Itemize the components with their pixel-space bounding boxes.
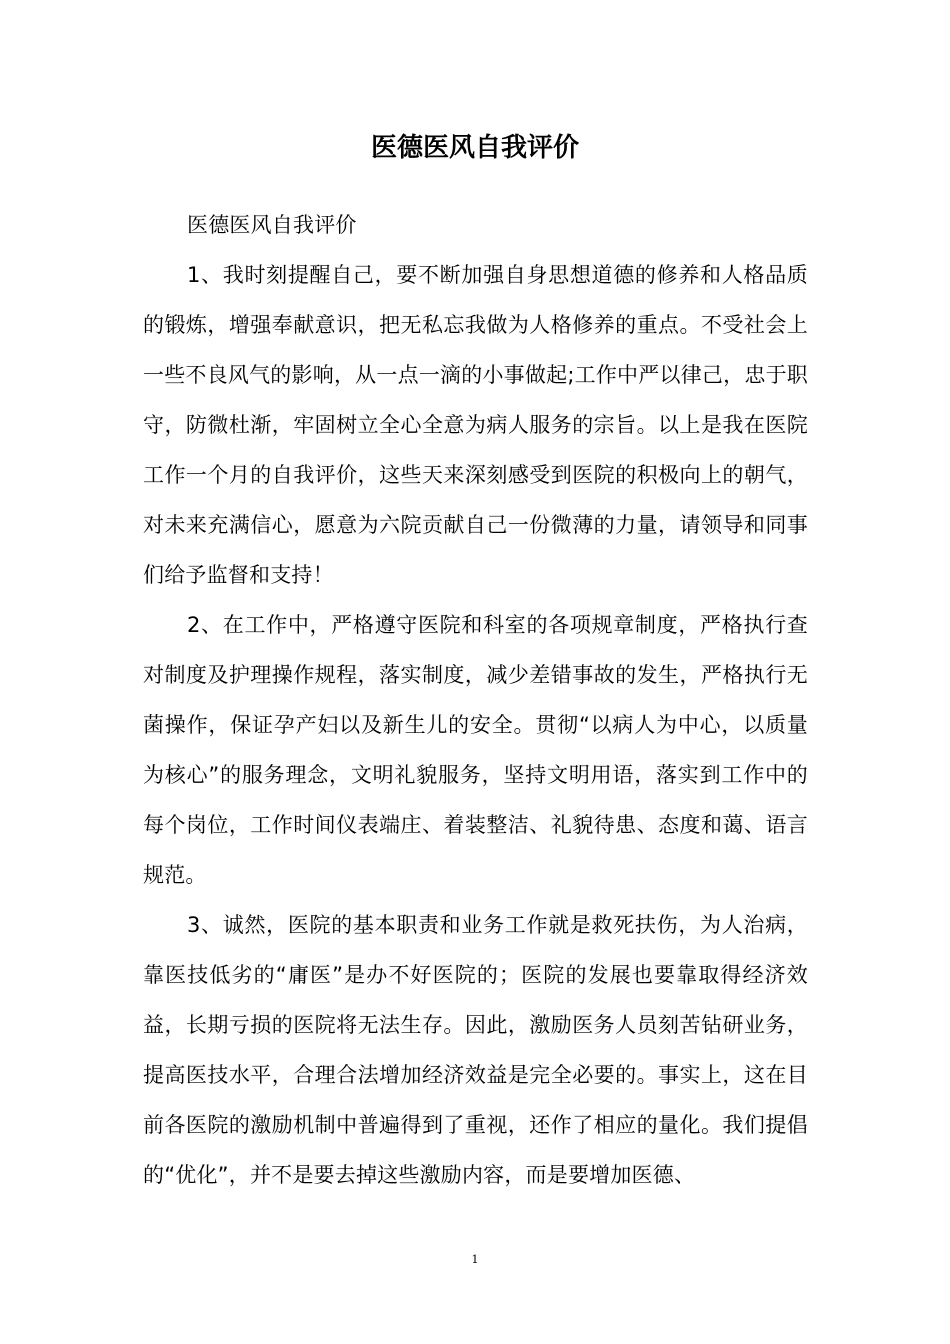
paragraph-2: 2、在工作中，严格遵守医院和科室的各项规章制度，严格执行查对制度及护理操作规程，落实制度，减少差错事故的发生，严格执行无菌操作，保证孕产妇以及新生儿的安全。贯彻“以病人为中心，以质量为核心”的服务理念，文明礼貌服务，坚持文明用语，落实到工作中的每个岗位，工作时间仪表端庄、着装整洁、礼貌待患、态度和蔼、语言规范。 xyxy=(143,613,808,887)
page-number: 1 xyxy=(471,1253,479,1266)
subtitle-paragraph: 医德医风自我评价 xyxy=(187,213,357,237)
document-body xyxy=(143,200,808,1200)
paragraph-3: 3、诚然，医院的基本职责和业务工作就是救死扶伤，为人治病，靠医技低劣的“庸医”是办不好医院的；医院的发展也要靠取得经济效益，长期亏损的医院将无法生存。因此，激励医务人员刻苦钻研业务，提高医技水平，合理合法增加经济效益是完全必要的。事实上，这在目前各医院的激励机制中普遍得到了重视，还作了相应的量化。我们提倡的“优化”，并不是要去掉这些激励内容，而是要增加医德、 xyxy=(143,913,808,1187)
document-title: 医德医风自我评价 xyxy=(370,133,579,163)
paragraph-1: 1、我时刻提醒自己，要不断加强自身思想道德的修养和人格品质的锻炼，增强奉献意识，把无私忘我做为人格修养的重点。不受社会上一些不良风气的影响，从一点一滴的小事做起;工作中严以律己，忠于职守，防微杜渐，牢固树立全心全意为病人服务的宗旨。以上是我在医院工作一个月的自我评价，这些天来深刻感受到医院的积极向上的朝气，对未来充满信心，愿意为六院贡献自己一份微薄的力量，请领导和同事们给予监督和支持！ xyxy=(143,263,808,587)
